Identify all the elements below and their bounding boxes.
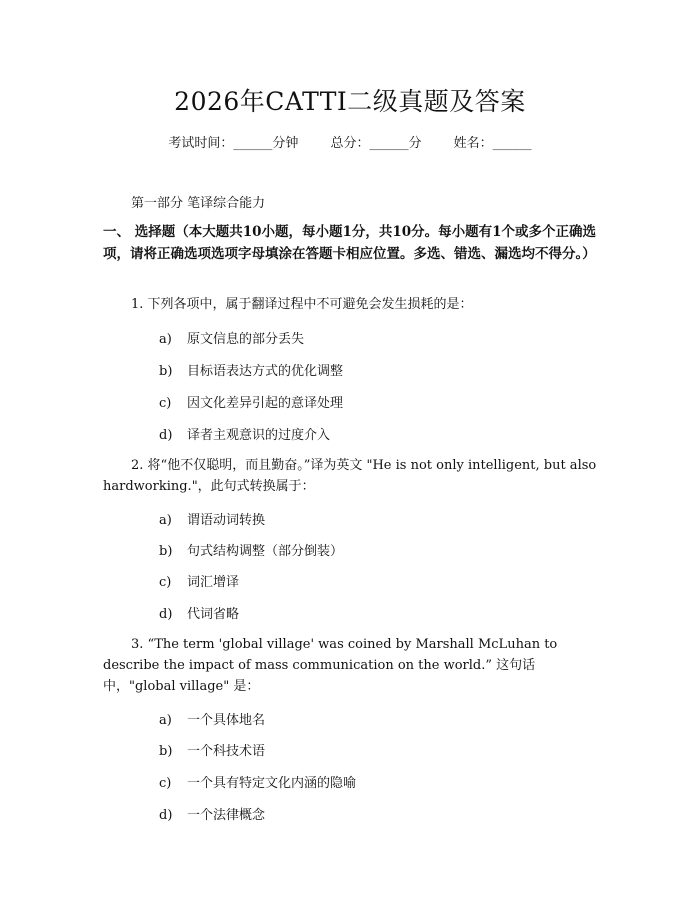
option-text: 一个法律概念 — [187, 808, 266, 823]
option-3a — [159, 709, 265, 728]
option-1c — [159, 392, 343, 411]
exam-score: 总分：______分 — [330, 136, 422, 151]
option-2c — [159, 571, 239, 590]
section-heading: 第一部分 笔译综合能力 — [131, 196, 266, 211]
option-text: 目标语表达方式的优化调整 — [187, 364, 344, 379]
option-label: b) — [159, 544, 173, 559]
option-text: 译者主观意识的过度介入 — [187, 428, 331, 443]
question-3 — [103, 634, 603, 697]
option-text: 谓语动词转换 — [187, 513, 266, 528]
question-number: 3. — [131, 637, 144, 652]
option-text: 句式结构调整（部分倒装） — [187, 544, 344, 559]
option-3d — [159, 804, 265, 823]
option-label: b) — [159, 744, 173, 759]
option-label: b) — [159, 364, 173, 379]
exam-time: 考试时间：______分钟 — [168, 136, 299, 151]
question-type-heading: 一、 选择题（本大题共10小题，每小题1分，共10分。每小题有1个或多个正确选项，请将正确选项选项字母填涂在答题卡相应位置。多选、错选、漏选均不得分。） — [103, 224, 597, 262]
option-text: 一个具有特定文化内涵的隐喻 — [187, 776, 357, 791]
option-2b — [159, 540, 343, 559]
question-1 — [103, 294, 603, 315]
option-text: 一个科技术语 — [187, 744, 266, 759]
exam-name: 姓名：______ — [453, 136, 532, 151]
exam-meta — [0, 132, 700, 151]
option-text: 一个具体地名 — [187, 713, 266, 728]
option-label: a) — [159, 513, 172, 528]
option-2a — [159, 509, 265, 528]
option-label: c) — [159, 776, 172, 791]
option-label: c) — [159, 575, 172, 590]
option-1d — [159, 424, 330, 443]
option-label: a) — [159, 332, 172, 347]
option-text: 代词省略 — [187, 607, 240, 622]
question-text: “The term 'global village' was coined by Marshall McLuhan to describe the impact of mass communication on the world.” 这句话中，"global village" 是： — [103, 637, 558, 694]
option-label: c) — [159, 396, 172, 411]
question-text: 将“他不仅聪明，而且勤奋。”译为英文 "He is not only intelligent, but also hardworking."，此句式转换属于： — [103, 458, 597, 494]
option-label: d) — [159, 607, 173, 622]
option-3c — [159, 772, 356, 791]
option-text: 因文化差异引起的意译处理 — [187, 396, 344, 411]
option-text: 词汇增译 — [187, 575, 240, 590]
question-number: 1. — [131, 297, 144, 312]
option-1a — [159, 328, 304, 347]
question-number: 2. — [131, 458, 144, 473]
option-label: d) — [159, 428, 173, 443]
option-3b — [159, 740, 265, 759]
question-text: 下列各项中，属于翻译过程中不可避免会发生损耗的是： — [147, 297, 473, 312]
question-2 — [103, 455, 603, 497]
option-label: d) — [159, 808, 173, 823]
option-1b — [159, 360, 343, 379]
option-label: a) — [159, 713, 172, 728]
option-text: 原文信息的部分丢失 — [187, 332, 305, 347]
option-2d — [159, 603, 239, 622]
document-title: 2026年CATTI二级真题及答案 — [174, 87, 526, 116]
